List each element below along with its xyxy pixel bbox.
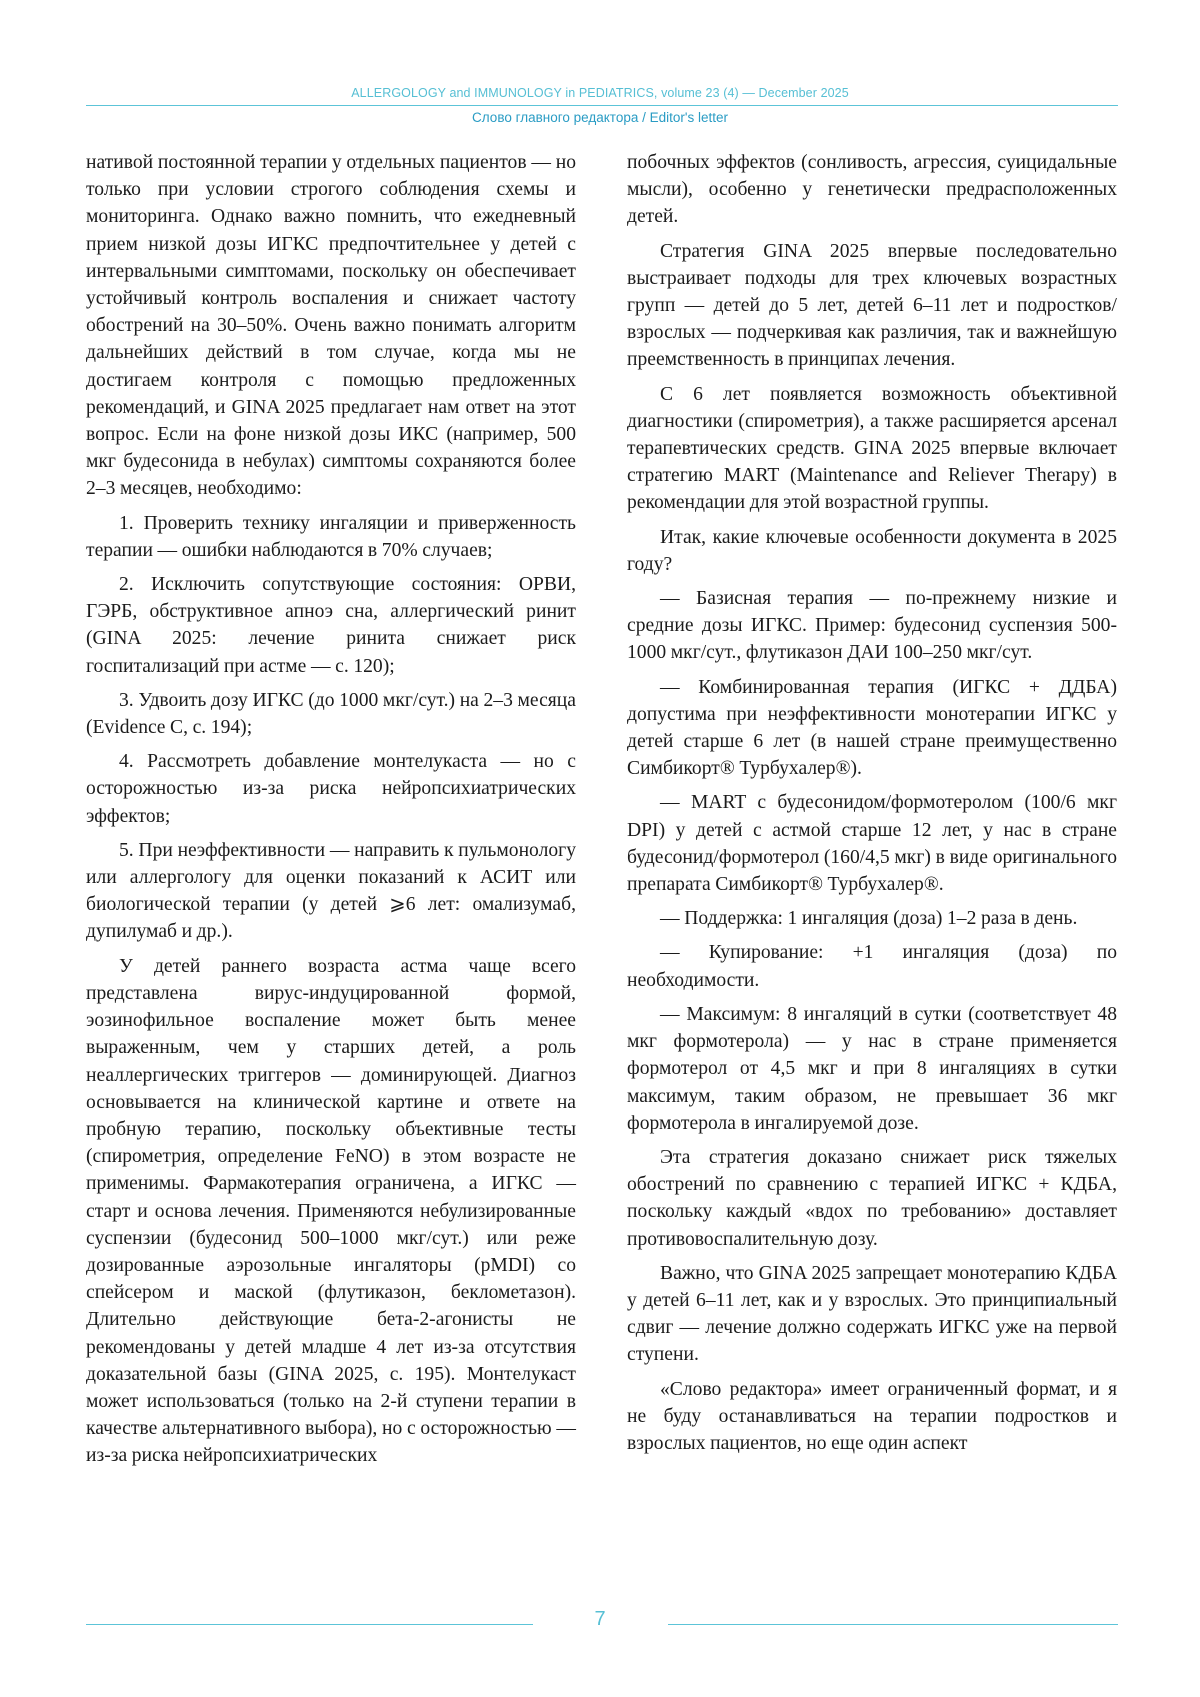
section-title: Слово главного редактора / Editor's letter xyxy=(472,110,728,125)
list-item: 3. Удвоить дозу ИГКС (до 1000 мкг/сут.) на 2–3 месяца (Evidence C, с. 194); xyxy=(86,689,576,739)
paragraph: «Слово редактора» имеет ограниченный формат, и я не буду останавливаться на терапии подростков и взрослых пациентов, но еще один аспект xyxy=(627,1378,1117,1454)
list-item: — Поддержка: 1 ингаляция (доза) 1–2 раза в день. xyxy=(660,908,1078,930)
paragraph: нативой постоянной терапии у отдельных пациентов — но только при условии строгого соблюдения схемы и мониторинга. Однако важно помнить, что ежедневный прием низкой дозы ИГКС предпочтительнее у детей с интервальными симптомами, поскольку он обеспечивает устойчивый контроль воспаления и снижает частоту обострений на 30–50%. Очень важно понимать алгоритм дальнейших действий в том случае, когда мы не достигаем контроля с помощью предложенных рекомендаций, и GINA 2025 предлагает нам ответ на этот вопрос. Если на фоне низкой дозы ИКС (например, 500 мкг будесонида в небулах) симптомы сохраняются более 2–3 месяцев, необходимо: xyxy=(86,152,576,500)
journal-running-header: ALLERGOLOGY and IMMUNOLOGY in PEDIATRICS, volume 23 (4) — December 2025 xyxy=(351,86,849,100)
paragraph: Эта стратегия доказано снижает риск тяжелых обострений по сравнению с терапией ИГКС + КДБА, поскольку каждый «вдох по требованию» доставляет противовоспалительную дозу. xyxy=(627,1146,1117,1250)
paragraph: С 6 лет появляется возможность объективной диагностики (спирометрия), а также расширяется арсенал терапевтических средств. GINA 2025 впервые включает стратегию MART (Maintenance and Reliever Therapy) в рекомендации для этой возрастной группы. xyxy=(627,383,1117,514)
paragraph: У детей раннего возраста астма чаще всего представлена вирус-индуцированной формой, эозинофильное воспаление может быть менее выраженным, чем у старших детей, а роль неаллергических триггеров — доминирующей. Диагноз основывается на клинической картине и ответе на пробную терапию, поскольку объективные тесты (спирометрия, определение FeNO) в этом возрасте не применимы. Фармакотерапия ограничена, а ИГКС — старт и основа лечения. Применяются небулизированные суспензии (будесонид 500–1000 мкг/сут.) или реже дозированные аэрозольные ингаляторы (pMDI) со спейсером и маской (флутиказон, беклометазон). Длительно действующие бета-2-агонисты не рекомендованы у детей младше 4 лет из-за отсутствия доказательной базы (GINA 2025, с. 195). Монтелукаст может использоваться (только на 2-й ступени терапии в качестве альтернативного выбора), но с осторожностью — из-за риска нейропсихиатрических xyxy=(86,955,576,1467)
list-item: 1. Проверить технику ингаляции и приверженность терапии — ошибки наблюдаются в 70% случаев; xyxy=(86,512,576,561)
list-item: 2. Исключить сопутствующие состояния: ОРВИ, ГЭРБ, обструктивное апноэ сна, аллергический ринит (GINA 2025: лечение ринита снижает риск госпитализаций при астме — с. 120); xyxy=(86,574,576,677)
right-column xyxy=(627,149,1117,1464)
left-column xyxy=(86,149,576,1477)
list-item: — MART с будесонидом/формотеролом (100/6 мкг DPI) у детей с астмой старше 12 лет, у нас в стране будесонид/формотерол (160/4,5 мкг) в виде оригинального препарата Симбикорт® Турбухалер®. xyxy=(627,792,1117,896)
paragraph: Итак, какие ключевые особенности документа в 2025 году? xyxy=(627,526,1117,575)
list-item: — Максимум: 8 ингаляций в сутки (соответствует 48 мкг формотерола) — у нас в стране применяется формотерол от 4,5 мкг и при 8 ингаляциях в сутки максимум, таким образом, не превышает 36 мкг формотерола в ингалируемой дозе. xyxy=(627,1003,1117,1134)
paragraph: Стратегия GINA 2025 впервые последовательно выстраивает подходы для трех ключевых возрастных групп — детей до 5 лет, детей 6–11 лет и подростков/взрослых — подчеркивая как различия, так и важнейшую преемственность в принципах лечения. xyxy=(627,240,1117,371)
list-item: 5. При неэффективности — направить к пульмонологу или аллергологу для оценки показаний к АСИТ или биологической терапии (у детей ⩾6 лет: омализумаб, дупилумаб и др.). xyxy=(86,839,576,943)
paragraph: побочных эффектов (сонливость, агрессия, суицидальные мысли), особенно у генетически предрасположенных детей. xyxy=(627,152,1117,228)
list-item: — Купирование: +1 ингаляция (доза) по необходимости. xyxy=(627,942,1117,991)
header-divider xyxy=(86,105,1118,106)
footer-divider-left xyxy=(86,1624,533,1625)
list-item: — Базисная терапия — по-прежнему низкие и средние дозы ИГКС. Пример: будесонид суспензия 500-1000 мкг/сут., флутиказон ДАИ 100–250 мкг/сут. xyxy=(627,588,1117,664)
page-number: 7 xyxy=(594,1608,606,1630)
list-item: 4. Рассмотреть добавление монтелукаста — но с осторожностью из-за риска нейропсихиатрических эффектов; xyxy=(86,751,576,827)
list-item: — Комбинированная терапия (ИГКС + ДДБА) допустима при неэффективности монотерапии ИГКС у детей старше 6 лет (в нашей стране преимущественно Симбикорт® Турбухалер®). xyxy=(627,676,1117,780)
footer-divider-right xyxy=(668,1624,1118,1625)
paragraph: Важно, что GINA 2025 запрещает монотерапию КДБА у детей 6–11 лет, как и у взрослых. Это принципиальный сдвиг — лечение должно содержать ИГКС уже на первой ступени. xyxy=(627,1262,1117,1366)
